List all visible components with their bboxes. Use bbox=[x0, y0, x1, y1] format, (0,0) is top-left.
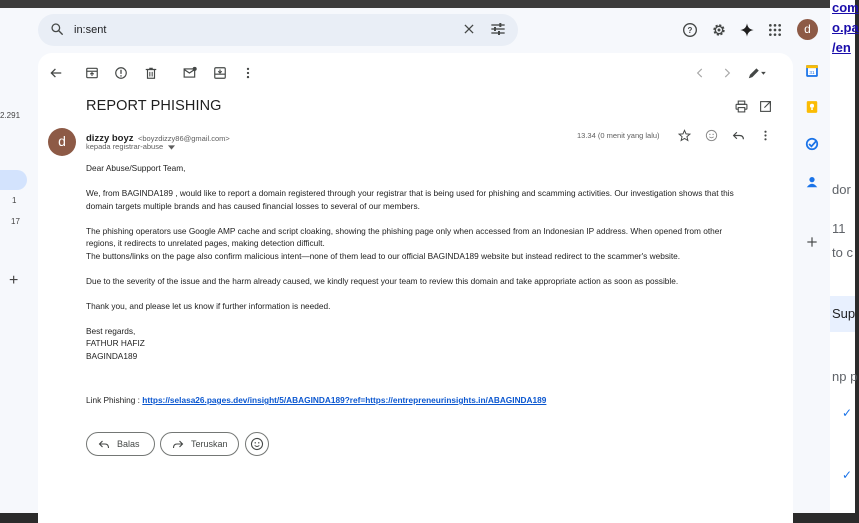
body-line: BAGINDA189 bbox=[86, 350, 138, 361]
recipient-dropdown-icon[interactable] bbox=[168, 145, 175, 150]
reply-arrow-icon bbox=[98, 439, 110, 450]
emoji-reaction-button[interactable] bbox=[245, 432, 269, 456]
nav-count: 1 bbox=[12, 196, 17, 205]
phishing-link-line bbox=[86, 395, 546, 405]
account-avatar[interactable]: d bbox=[797, 19, 818, 40]
star-icon[interactable] bbox=[678, 129, 691, 142]
active-nav-item[interactable] bbox=[0, 170, 27, 190]
bg-link-fragment[interactable]: /en bbox=[832, 40, 851, 55]
forward-arrow-icon bbox=[172, 439, 184, 450]
bg-text-fragment: np p bbox=[832, 369, 858, 384]
emoji-reaction-icon[interactable] bbox=[705, 129, 718, 142]
body-line: The buttons/links on the page also confirm malicious intent—none of them lead to our official BAGINDA189 website but instead redirect to the scammer's website. bbox=[86, 250, 681, 261]
search-bar bbox=[38, 14, 518, 46]
previous-chevron-icon[interactable] bbox=[693, 66, 707, 80]
settings-gear-icon[interactable] bbox=[711, 22, 727, 38]
add-addon-icon[interactable] bbox=[805, 235, 819, 249]
body-line: domain targets multiple brands and has caused financial losses to several of our members. bbox=[86, 200, 420, 211]
tasks-icon[interactable] bbox=[805, 137, 819, 151]
email-body bbox=[86, 162, 776, 362]
body-line bbox=[86, 312, 776, 325]
search-input[interactable] bbox=[74, 21, 454, 39]
side-panel bbox=[800, 53, 824, 513]
search-icon[interactable] bbox=[50, 22, 64, 36]
check-icon: ✓ bbox=[842, 406, 853, 420]
body-line bbox=[86, 287, 776, 300]
open-new-window-icon[interactable] bbox=[759, 100, 772, 113]
link-label: Link Phishing : bbox=[86, 395, 143, 405]
clear-search-icon[interactable] bbox=[462, 22, 476, 36]
email-subject: REPORT PHISHING bbox=[86, 98, 222, 114]
print-icon[interactable] bbox=[735, 100, 748, 113]
delete-trash-icon[interactable] bbox=[144, 66, 158, 80]
help-icon[interactable] bbox=[682, 22, 698, 38]
phishing-link[interactable]: https://selasa26.pages.dev/insight/5/ABAGINDA189?ref=https://entrepreneurinsights.in/ABAGINDA189 bbox=[142, 395, 547, 405]
emoji-icon bbox=[250, 437, 264, 451]
body-line bbox=[86, 175, 776, 188]
add-label-icon[interactable]: + bbox=[9, 272, 19, 289]
contacts-icon[interactable] bbox=[805, 175, 819, 189]
report-spam-icon[interactable] bbox=[114, 66, 128, 80]
svg-text:31: 31 bbox=[809, 69, 815, 75]
gmail-window bbox=[0, 8, 830, 513]
body-line: The phishing operators use Google AMP cache and script cloaking, showing the phishing page only when accessed from an Indonesian IP address. When opened from other bbox=[86, 225, 723, 236]
search-options-icon[interactable] bbox=[490, 22, 506, 36]
more-vertical-icon[interactable] bbox=[241, 66, 255, 80]
message-more-icon[interactable] bbox=[759, 129, 772, 142]
pen-dropdown-icon[interactable] bbox=[746, 66, 768, 80]
reply-button[interactable] bbox=[86, 432, 155, 456]
forward-button[interactable] bbox=[160, 432, 239, 456]
bg-link-fragment[interactable]: com bbox=[832, 0, 859, 15]
body-line: Due to the severity of the issue and the harm already caused, we kindly request your team to review this domain and take appropriate action as soon as possible. bbox=[86, 275, 679, 286]
body-line: Best regards, bbox=[86, 325, 136, 336]
body-line: Dear Abuse/Support Team, bbox=[86, 163, 186, 173]
body-line: FATHUR HAFIZ bbox=[86, 338, 145, 348]
background-page bbox=[830, 0, 859, 513]
sender-email: <boyzdizzy86@gmail.com> bbox=[137, 134, 230, 143]
keep-icon[interactable] bbox=[805, 100, 819, 114]
bg-text-fragment: 11 bbox=[832, 221, 846, 236]
inbox-count: 2.291 bbox=[0, 111, 21, 120]
reply-button-label: Balas bbox=[117, 439, 140, 449]
body-line bbox=[86, 212, 776, 225]
window-top-strip bbox=[0, 0, 855, 8]
reply-icon[interactable] bbox=[732, 129, 745, 142]
svg-text:?: ? bbox=[687, 26, 693, 35]
bg-text-fragment: to c bbox=[832, 245, 853, 260]
check-icon: ✓ bbox=[842, 468, 853, 482]
recipient-label: kepada registrar-abuse bbox=[86, 142, 164, 151]
body-line bbox=[86, 262, 776, 275]
body-line: We, from BAGINDA189 , would like to report a domain registered through your registrar that is being used for phishing and scamming activities. Our investigation shows that this bbox=[86, 188, 734, 198]
next-chevron-icon[interactable] bbox=[720, 66, 734, 80]
forward-button-label: Teruskan bbox=[191, 439, 228, 449]
bg-link-fragment[interactable]: o.pa bbox=[832, 20, 859, 35]
apps-grid-icon[interactable] bbox=[767, 22, 783, 38]
body-line: regions, it redirects to unrelated pages, making detection difficult. bbox=[86, 238, 325, 248]
left-rail bbox=[0, 8, 38, 513]
message-view bbox=[38, 53, 793, 523]
back-arrow-icon[interactable] bbox=[49, 66, 63, 80]
gemini-sparkle-icon[interactable] bbox=[739, 22, 755, 38]
nav-count: 17 bbox=[11, 217, 20, 226]
sender-avatar[interactable]: d bbox=[48, 128, 76, 156]
message-timestamp: 13.34 (0 menit yang lalu) bbox=[577, 131, 660, 140]
bg-text-fragment: Sup bbox=[832, 306, 856, 321]
mark-unread-icon[interactable] bbox=[183, 66, 197, 80]
snooze-icon[interactable] bbox=[213, 66, 227, 80]
body-line: Thank you, and please let us know if further information is needed. bbox=[86, 300, 331, 311]
sender-name[interactable]: dizzy boyz bbox=[86, 133, 134, 144]
calendar-icon[interactable] bbox=[805, 64, 819, 78]
bg-text-fragment: dor bbox=[832, 182, 851, 197]
archive-icon[interactable] bbox=[85, 66, 99, 80]
recipient-line[interactable] bbox=[86, 142, 175, 151]
